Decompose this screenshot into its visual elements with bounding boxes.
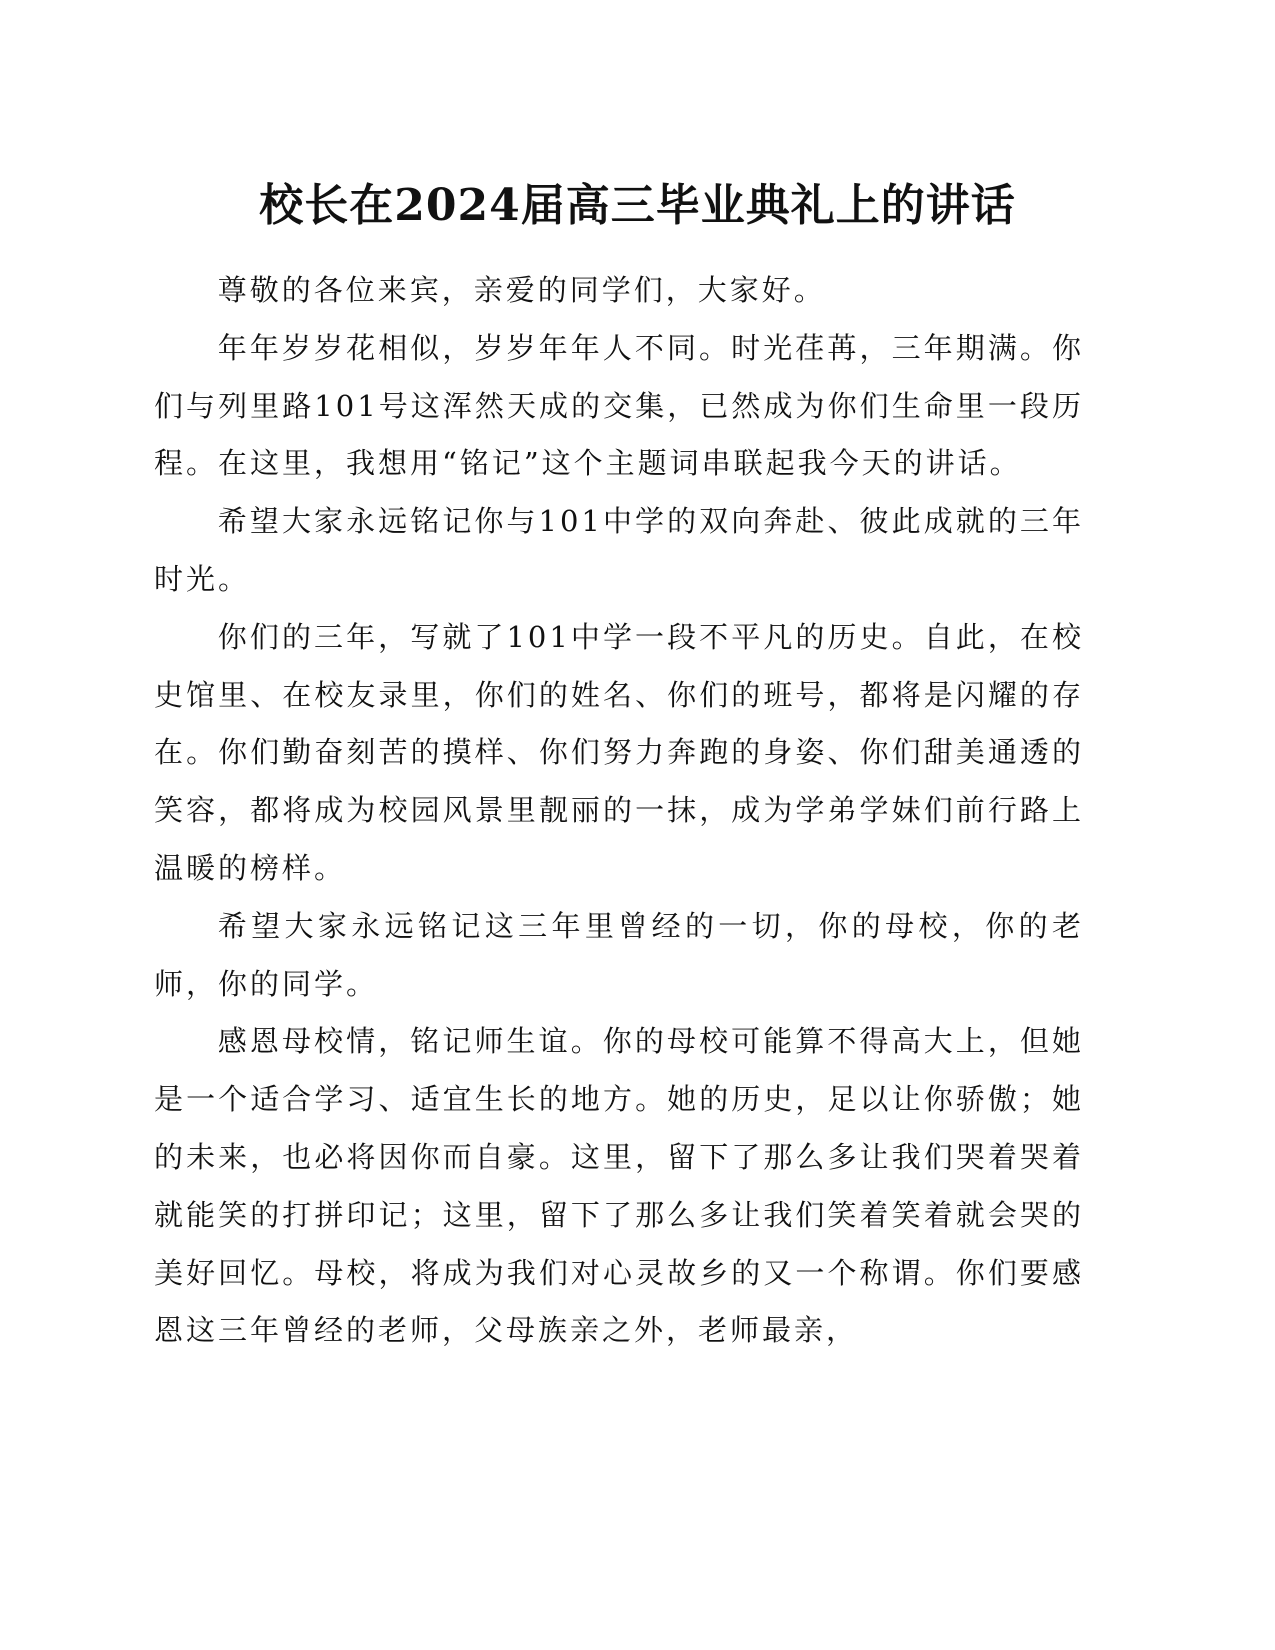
document-title: 校长在2024届高三毕业典礼上的讲话	[259, 180, 1016, 231]
paragraph-gratitude: 感恩母校情，铭记师生谊。你的母校可能算不得高大上，但她是一个适合学习、适宜生长的地方。她的历史，足以让你骄傲；她的未来，也必将因你而自豪。这里，留下了那么多让我们哭着哭着就能笑的打拼印记；这里，留下了那么多让我们笑着笑着就会哭的美好回忆。母校，将成为我们对心灵故乡的又一个称谓。你们要感恩这三年曾经的老师，父母族亲之外，老师最亲，	[154, 1024, 1084, 1348]
paragraph-history: 你们的三年，写就了101中学一段不平凡的历史。自此，在校史馆里、在校友录里，你们的姓名、你们的班号，都将是闪耀的存在。你们勤奋刻苦的摸样、你们努力奔跑的身姿、你们甜美通透的笑容，都将成为校园风景里靓丽的一抹，成为学弟学妹们前行路上温暖的榜样。	[154, 619, 1084, 885]
paragraph-wish-1: 希望大家永远铭记你与101中学的双向奔赴、彼此成就的三年时光。	[154, 504, 1084, 596]
document-body	[154, 262, 1084, 1360]
paragraph-greeting: 尊敬的各位来宾，亲爱的同学们，大家好。	[217, 273, 826, 307]
paragraph-intro: 年年岁岁花相似，岁岁年年人不同。时光荏苒，三年期满。你们与列里路101号这浑然天成的交集，已然成为你们生命里一段历程。在这里，我想用“铭记”这个主题词串联起我今天的讲话。	[154, 330, 1084, 481]
paragraph-wish-2: 希望大家永远铭记这三年里曾经的一切，你的母校，你的老师，你的同学。	[154, 908, 1084, 1001]
